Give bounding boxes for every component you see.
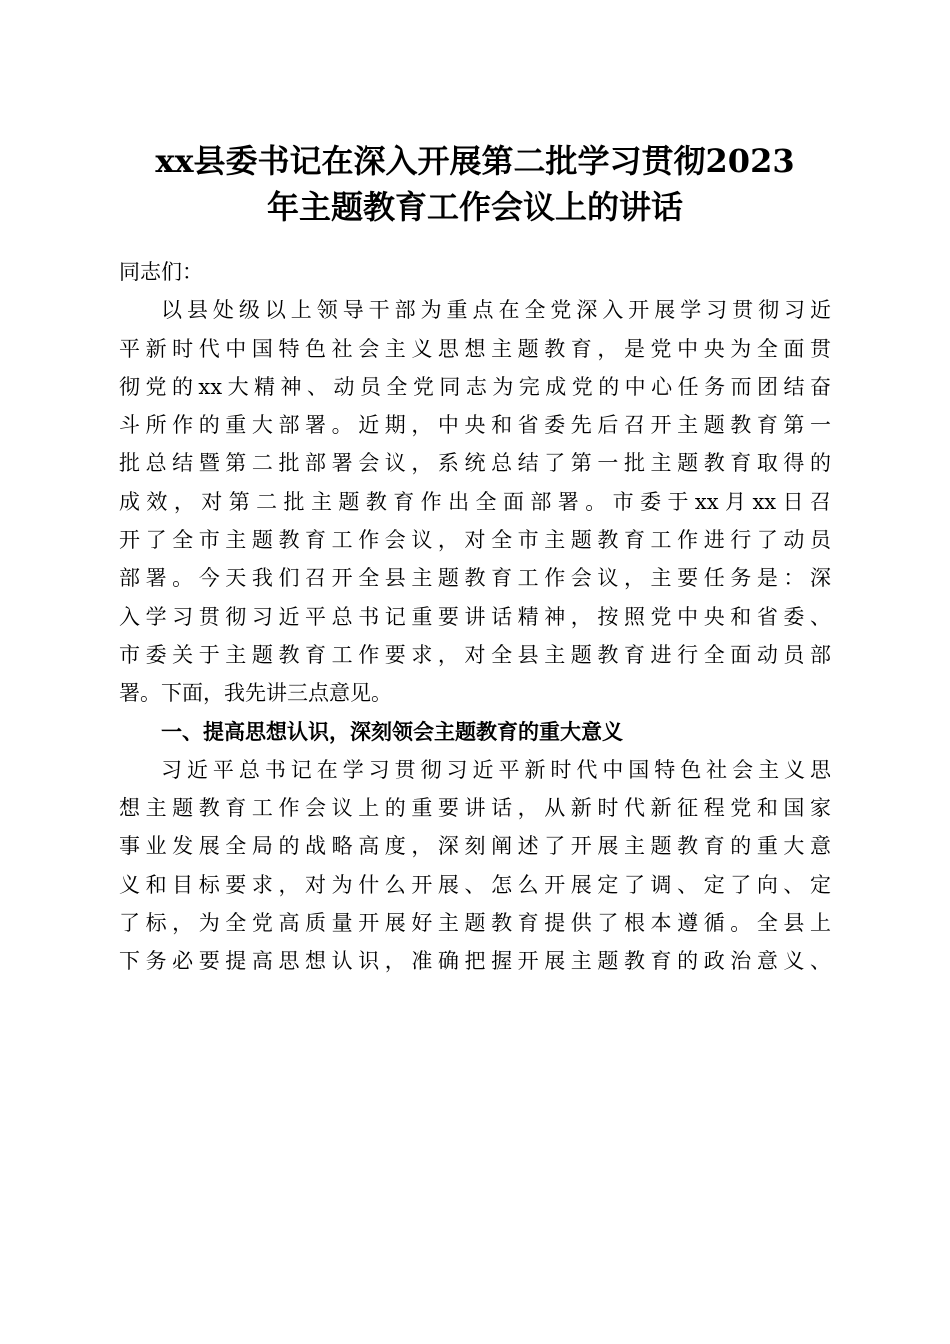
paragraph-line: 批总结暨第二批部署会议，系统总结了第一批主题教育取得的: [119, 451, 831, 476]
document-title: [100, 138, 850, 230]
paragraph-line: 平新时代中国特色社会主义思想主题教育，是党中央为全面贯: [119, 336, 831, 361]
title-line: 年主题教育工作会议上的讲话: [266, 188, 683, 226]
paragraph-line: 入学习贯彻习近平总书记重要讲话精神，按照党中央和省委、: [119, 604, 831, 629]
section-heading: 一、提高思想认识，深刻领会主题教育的重大意义: [161, 719, 623, 744]
paragraph-line: 义和目标要求，对为什么开展、怎么开展定了调、定了向、定: [119, 872, 831, 897]
title-line: xx县委书记在深入开展第二批学习贯彻2023: [155, 142, 795, 180]
paragraph-line: 想主题教育工作会议上的重要讲话，从新时代新征程党和国家: [119, 796, 831, 821]
paragraph-line: 署。下面，我先讲三点意见。: [119, 681, 392, 706]
paragraph-line: 市委关于主题教育工作要求，对全县主题教育进行全面动员部: [119, 642, 831, 667]
paragraph-line: 部署。今天我们召开全县主题教育工作会议，主要任务是：深: [119, 566, 831, 591]
paragraph-line: 斗所作的重大部署。近期，中央和省委先后召开主题教育第一: [119, 413, 831, 438]
paragraph-line: 了标，为全党高质量开展好主题教育提供了根本遵循。全县上: [119, 911, 831, 936]
document-body: [119, 253, 831, 981]
paragraph-line: 成效，对第二批主题教育作出全面部署。市委于xx月xx日召: [119, 489, 831, 514]
paragraph-line: 彻党的xx大精神、动员全党同志为完成党的中心任务而团结奋: [119, 374, 831, 399]
paragraph-intro: [119, 291, 831, 712]
paragraph-line: 事业发展全局的战略高度，深刻阐述了开展主题教育的重大意: [119, 834, 831, 859]
paragraph-line: 以县处级以上领导干部为重点在全党深入开展学习贯彻习近: [161, 298, 831, 323]
paragraph-line: 开了全市主题教育工作会议，对全市主题教育工作进行了动员: [119, 528, 831, 553]
paragraph-line: 下务必要提高思想认识，准确把握开展主题教育的政治意义、: [119, 949, 831, 974]
paragraph-line: 习近平总书记在学习贯彻习近平新时代中国特色社会主义思: [161, 757, 831, 782]
paragraph-section-1: [119, 751, 831, 981]
salutation: 同志们：: [119, 260, 203, 284]
